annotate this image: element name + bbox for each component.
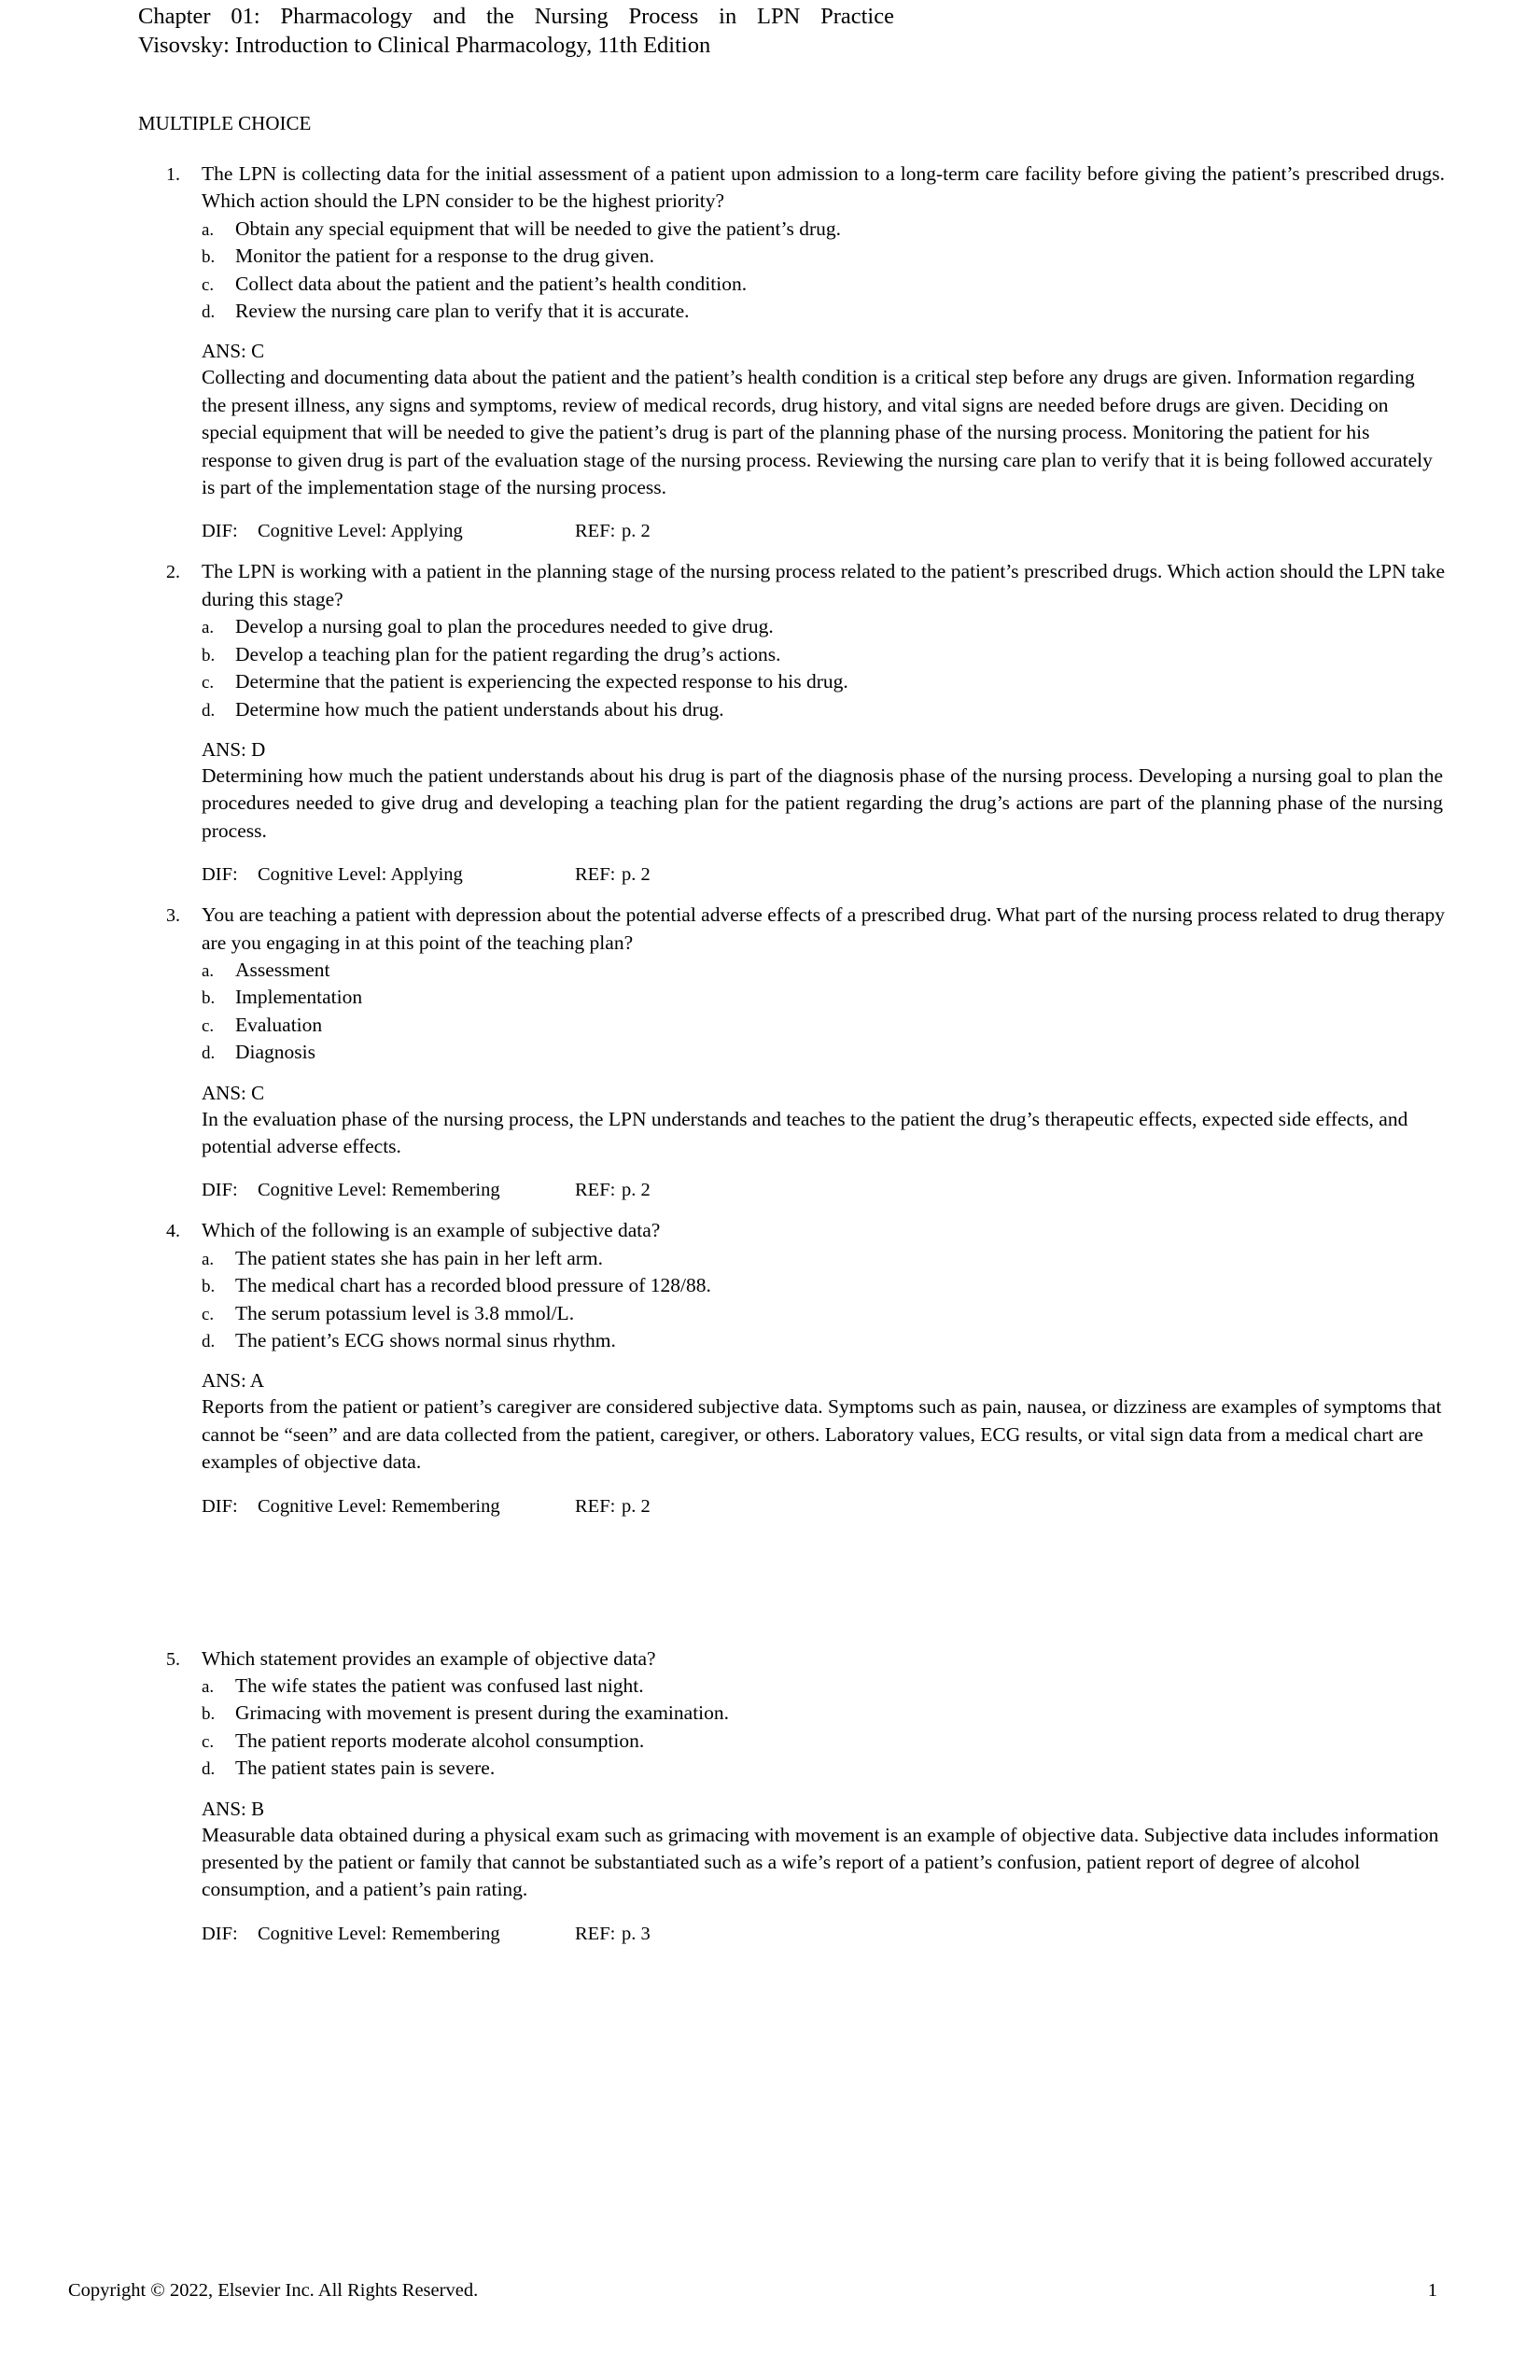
- choice-text: Obtain any special equipment that will be needed to give the patient’s drug.: [235, 217, 841, 240]
- choice-d: [202, 696, 1445, 723]
- choice-list: [138, 957, 1445, 1067]
- page-reference: p. 2: [622, 521, 651, 542]
- choice-c: [202, 1300, 1445, 1327]
- difficulty-level: Cognitive Level: Remembering: [258, 1495, 500, 1517]
- choice-letter: a.: [202, 960, 215, 981]
- choice-text: Collect data about the patient and the patient’s health condition.: [235, 272, 748, 295]
- answer-rationale: Reports from the patient or patient’s caregiver are considered subjective data. Symptoms such as pain, nausea, or dizziness are examples of symptoms that cannot be “seen” and are data collected from the patient, caregiver, or others. Laboratory values, ECG results, or vital sign data from a medical chart are examples of objective data.: [202, 1395, 1442, 1474]
- choice-text: The patient reports moderate alcohol consumption.: [235, 1729, 645, 1752]
- choice-text: The medical chart has a recorded blood pressure of 128/88.: [235, 1274, 711, 1297]
- choice-b: [202, 1700, 1445, 1727]
- dif-label: DIF:: [202, 521, 238, 542]
- choice-list: [138, 216, 1445, 326]
- choice-c: [202, 271, 1445, 298]
- choice-text: Determine how much the patient understands about his drug.: [235, 697, 724, 721]
- question-number: 1.: [166, 164, 180, 185]
- choice-b: [202, 1272, 1445, 1299]
- book-title: Visovsky: Introduction to Clinical Pharmacology, 11th Edition: [138, 33, 711, 58]
- ref-label: REF:: [575, 1180, 616, 1201]
- page-reference: p. 2: [622, 1180, 651, 1201]
- question-number: 5.: [166, 1648, 180, 1670]
- chapter-title: Chapter 01: Pharmacology and the Nursing Process in LPN Practice: [138, 4, 894, 29]
- choice-d: [202, 1039, 1445, 1066]
- choice-list: [138, 1245, 1445, 1355]
- choice-text: Grimacing with movement is present during the examination.: [235, 1701, 730, 1725]
- choice-c: [202, 1728, 1445, 1755]
- page-reference: p. 2: [622, 864, 651, 886]
- answer-block: [138, 1367, 1445, 1476]
- question-meta: [138, 861, 1445, 888]
- page-number: 1: [1427, 2280, 1437, 2301]
- choice-letter: d.: [202, 700, 216, 721]
- ref-label: REF:: [575, 864, 616, 886]
- section-title: MULTIPLE CHOICE: [138, 112, 312, 134]
- choice-letter: c.: [202, 673, 215, 693]
- question-meta: [138, 1177, 1445, 1203]
- answer-rationale: In the evaluation phase of the nursing process, the LPN understands and teaches to the patient the drug’s therapeutic effects, expected side effects, and potential adverse effects.: [202, 1107, 1408, 1157]
- choice-text: Develop a teaching plan for the patient regarding the drug’s actions.: [235, 642, 781, 665]
- choice-d: [202, 1327, 1445, 1354]
- choice-text: The serum potassium level is 3.8 mmol/L.: [235, 1301, 575, 1324]
- choice-text: Assessment: [235, 958, 330, 981]
- answer-rationale: Measurable data obtained during a physical exam such as grimacing with movement is an example of objective data. Subjective data includes information presented by the patient or family that cannot be substantiated such as a wife’s report of a patient’s confusion, patient report of degree of alcohol consumption, and a patient’s pain rating.: [202, 1823, 1439, 1901]
- choice-list: [138, 613, 1445, 723]
- question-number: 4.: [166, 1221, 180, 1242]
- choice-text: The patient’s ECG shows normal sinus rhythm.: [235, 1329, 616, 1351]
- choice-letter: a.: [202, 219, 215, 240]
- choice-b: [202, 984, 1445, 1011]
- answer-block: [138, 736, 1445, 845]
- choice-letter: c.: [202, 274, 215, 295]
- choice-text: Monitor the patient for a response to the drug given.: [235, 245, 655, 268]
- question-number: 2.: [166, 562, 180, 583]
- choice-text: Review the nursing care plan to verify that it is accurate.: [235, 300, 690, 323]
- question-text: Which of the following is an example of subjective data?: [202, 1219, 661, 1242]
- ref-label: REF:: [575, 1495, 616, 1517]
- question-5: [138, 1645, 1445, 1947]
- choice-text: Determine that the patient is experiencing the expected response to his drug.: [235, 670, 848, 693]
- ref-label: REF:: [575, 1923, 616, 1944]
- question-meta: [138, 1921, 1445, 1947]
- question-stem: [138, 1217, 1445, 1244]
- choice-a: [202, 613, 1445, 640]
- answer-rationale: Determining how much the patient understands about his drug is part of the diagnosis phase of the nursing process. Developing a nursing goal to plan the procedures needed to give drug and developing a teaching plan for the patient regarding the drug’s actions are part of the planning phase of the nursing process.: [202, 763, 1443, 842]
- answer-block: [138, 338, 1445, 501]
- difficulty-level: Cognitive Level: Applying: [258, 864, 463, 886]
- choice-c: [202, 1012, 1445, 1039]
- choice-letter: b.: [202, 645, 216, 665]
- question-list: [138, 161, 1445, 1947]
- question-text: You are teaching a patient with depression about the potential adverse effects of a prescribed drug. What part of the nursing process related to drug therapy are you engaging in at this point of the teaching plan?: [202, 903, 1445, 954]
- choice-letter: a.: [202, 618, 215, 638]
- answer-label: ANS: A: [202, 1369, 265, 1393]
- choice-letter: d.: [202, 1332, 216, 1351]
- choice-d: [202, 1755, 1445, 1782]
- answer-label: ANS: C: [202, 1081, 265, 1104]
- answer-label: ANS: C: [202, 340, 265, 363]
- copyright-notice: Copyright © 2022, Elsevier Inc. All Rights Reserved.: [68, 2280, 479, 2301]
- choice-text: Diagnosis: [235, 1041, 315, 1064]
- choice-letter: c.: [202, 1015, 215, 1036]
- choice-b: [202, 641, 1445, 668]
- choice-c: [202, 668, 1445, 695]
- choice-list: [138, 1673, 1445, 1783]
- choice-a: [202, 216, 1445, 243]
- page-reference: p. 2: [622, 1495, 651, 1517]
- question-1: [138, 161, 1445, 544]
- choice-letter: b.: [202, 1704, 216, 1725]
- choice-letter: d.: [202, 1759, 216, 1780]
- question-meta: [138, 1493, 1445, 1519]
- page-reference: p. 3: [622, 1923, 651, 1944]
- choice-letter: b.: [202, 988, 216, 1009]
- choice-letter: a.: [202, 1249, 215, 1269]
- question-text: The LPN is collecting data for the initial assessment of a patient upon admission to a long-term care facility before giving the patient’s prescribed drugs. Which action should the LPN consider to be the highest priority?: [202, 162, 1445, 213]
- choice-a: [202, 1673, 1445, 1700]
- choice-letter: a.: [202, 1677, 215, 1698]
- choice-text: The wife states the patient was confused last night.: [235, 1674, 644, 1698]
- question-meta: [138, 518, 1445, 544]
- choice-text: Develop a nursing goal to plan the procedures needed to give drug.: [235, 615, 774, 638]
- answer-label: ANS: B: [202, 1797, 265, 1820]
- dif-label: DIF:: [202, 864, 238, 886]
- choice-letter: d.: [202, 302, 216, 323]
- answer-label: ANS: D: [202, 737, 266, 761]
- choice-text: Evaluation: [235, 1013, 323, 1036]
- choice-d: [202, 298, 1445, 325]
- ref-label: REF:: [575, 521, 616, 542]
- answer-block: [138, 1796, 1445, 1904]
- choice-text: The patient states she has pain in her left arm.: [235, 1246, 604, 1269]
- choice-letter: b.: [202, 247, 216, 268]
- choice-a: [202, 957, 1445, 984]
- choice-b: [202, 243, 1445, 270]
- question-stem: [138, 558, 1445, 613]
- question-stem: [138, 902, 1445, 957]
- question-2: [138, 558, 1445, 888]
- difficulty-level: Cognitive Level: Remembering: [258, 1180, 500, 1201]
- question-text: The LPN is working with a patient in the planning stage of the nursing process related to the patient’s prescribed drugs. Which action should the LPN take during this stage?: [202, 560, 1445, 610]
- choice-letter: b.: [202, 1277, 216, 1297]
- question-stem: [138, 161, 1445, 216]
- question-number: 3.: [166, 905, 180, 927]
- answer-rationale: Collecting and documenting data about the patient and the patient’s health condition is a critical step before any drugs are given. Information regarding the present illness, any signs and symptoms, review of medical records, drug history, and vital signs are needed before drugs are given. Deciding on special equipment that will be needed to give the patient’s drug is part of the planning phase of the nursing process. Monitoring the patient for his response to given drug is part of the evaluation stage of the nursing process. Reviewing the nursing care plan to verify that it is being followed accurately is part of the implementation stage of the nursing process.: [202, 366, 1433, 499]
- dif-label: DIF:: [202, 1180, 238, 1201]
- question-3: [138, 902, 1445, 1203]
- question-4: [138, 1217, 1445, 1519]
- dif-label: DIF:: [202, 1495, 238, 1517]
- choice-letter: c.: [202, 1304, 215, 1324]
- document-header: [138, 2, 894, 60]
- choice-letter: c.: [202, 1731, 215, 1752]
- choice-text: Implementation: [235, 986, 363, 1009]
- answer-block: [138, 1080, 1445, 1161]
- choice-letter: d.: [202, 1043, 216, 1064]
- choice-text: The patient states pain is severe.: [235, 1757, 496, 1780]
- difficulty-level: Cognitive Level: Remembering: [258, 1923, 500, 1944]
- choice-a: [202, 1245, 1445, 1272]
- difficulty-level: Cognitive Level: Applying: [258, 521, 463, 542]
- question-stem: [138, 1645, 1445, 1673]
- question-text: Which statement provides an example of objective data?: [202, 1646, 656, 1670]
- dif-label: DIF:: [202, 1923, 238, 1944]
